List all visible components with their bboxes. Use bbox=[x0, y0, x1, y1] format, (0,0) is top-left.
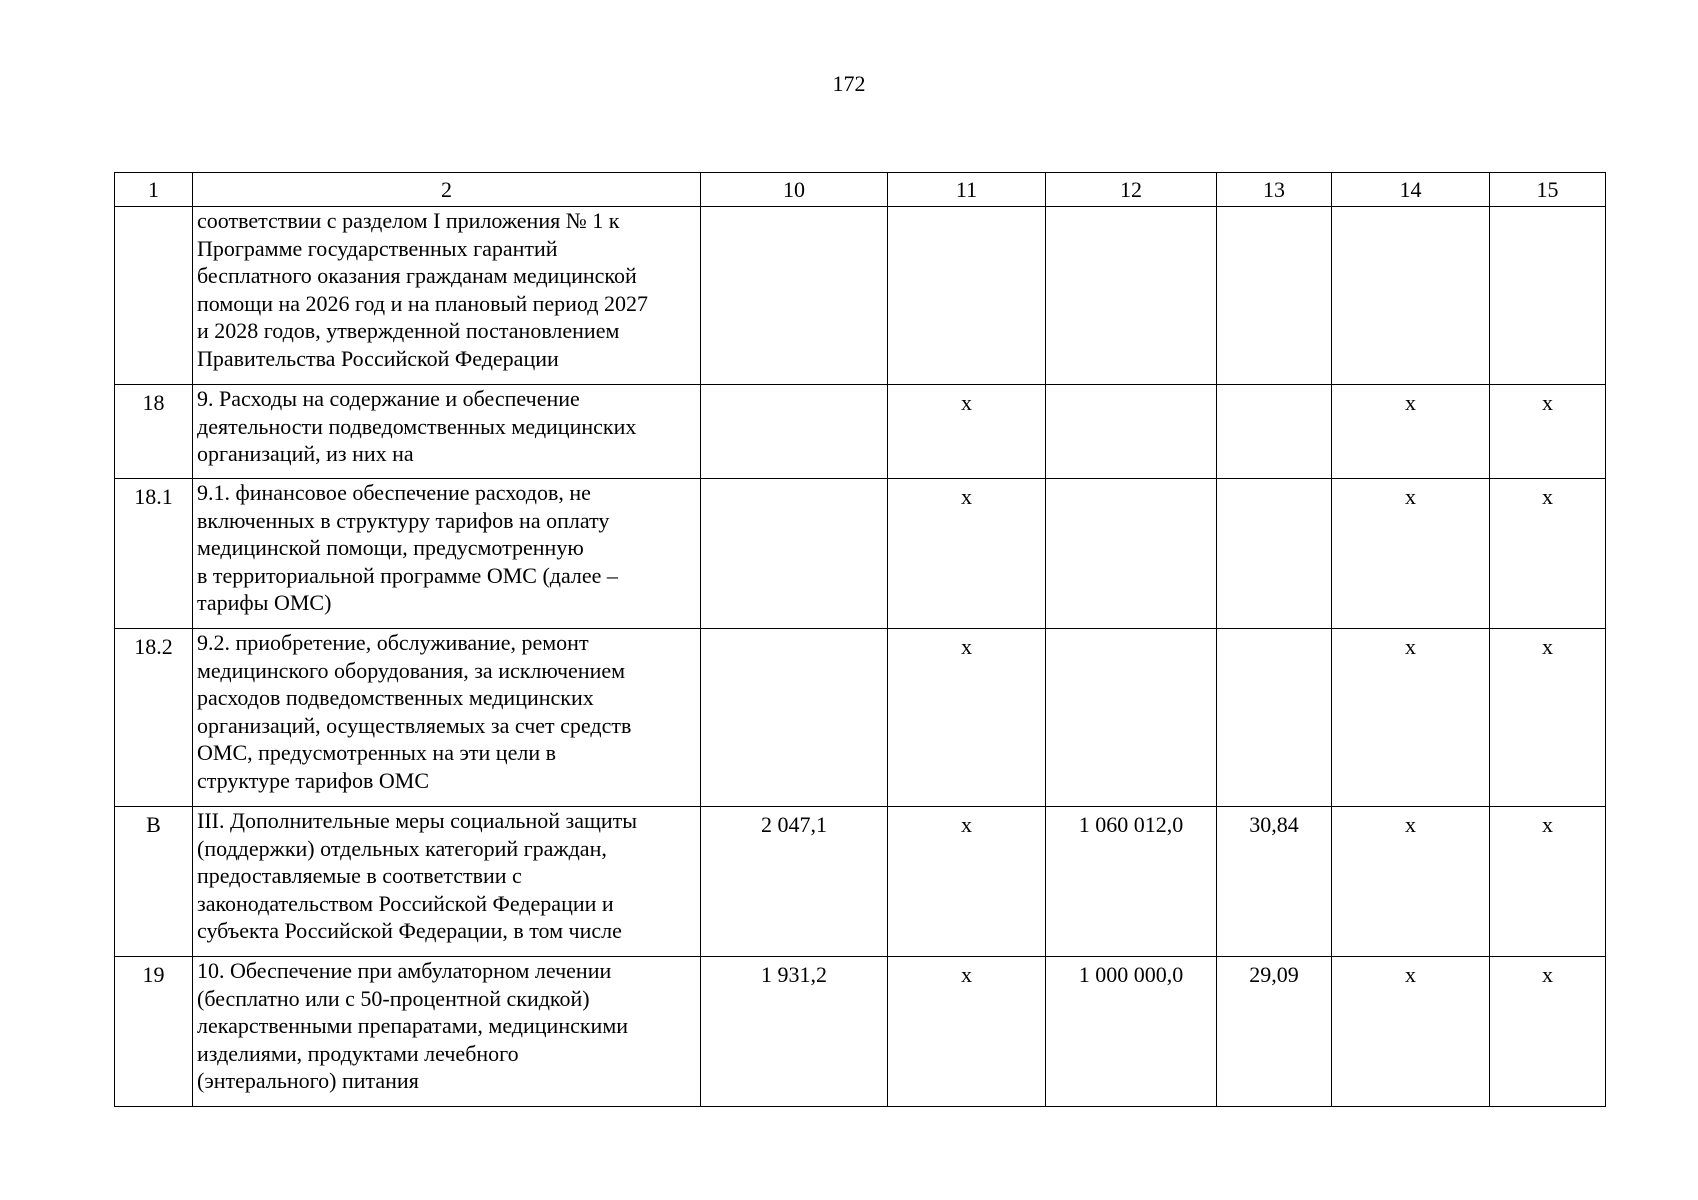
value-cell-col13: 29,09 bbox=[1217, 957, 1332, 1107]
value-cell-col10 bbox=[701, 385, 888, 479]
description-line: и 2028 годов, утвержденной постановлением bbox=[197, 318, 620, 344]
value-cell-col15: х bbox=[1490, 807, 1606, 957]
table-row bbox=[115, 385, 1606, 479]
value-cell-col13 bbox=[1217, 207, 1332, 385]
description-line: 9.2. приобретение, обслуживание, ремонт bbox=[197, 630, 589, 655]
row-number-cell: 18.2 bbox=[115, 629, 193, 807]
value-cell-col13 bbox=[1217, 629, 1332, 807]
description-line: (бесплатно или с 50-процентной скидкой) bbox=[197, 985, 590, 1011]
description-line: Программе государственных гарантий bbox=[197, 235, 558, 261]
value-cell-col15: х bbox=[1490, 957, 1606, 1107]
value-cell-col12: 1 000 000,0 bbox=[1046, 957, 1217, 1107]
description-cell bbox=[193, 957, 701, 1107]
value-cell-col11: х bbox=[888, 479, 1046, 629]
column-header: 15 bbox=[1490, 173, 1606, 207]
description-cell bbox=[193, 385, 701, 479]
value-cell-col12 bbox=[1046, 629, 1217, 807]
description-line: субъекта Российской Федерации, в том числе bbox=[197, 918, 622, 944]
value-cell-col13: 30,84 bbox=[1217, 807, 1332, 957]
row-number-cell: В bbox=[115, 807, 193, 957]
description-line: деятельности подведомственных медицинских bbox=[197, 413, 637, 439]
value-cell-col11: х bbox=[888, 629, 1046, 807]
value-cell-col12 bbox=[1046, 207, 1217, 385]
description-line: соответствии с разделом I приложения № 1 к bbox=[197, 208, 620, 233]
description-cell bbox=[193, 207, 701, 385]
column-header: 1 bbox=[115, 173, 193, 207]
value-cell-col14 bbox=[1332, 207, 1490, 385]
description-line: 9. Расходы на содержание и обеспечение bbox=[197, 386, 580, 411]
description-line: тарифы ОМС) bbox=[197, 590, 332, 616]
value-cell-col12: 1 060 012,0 bbox=[1046, 807, 1217, 957]
table-row bbox=[115, 957, 1606, 1107]
column-header: 12 bbox=[1046, 173, 1217, 207]
table-row bbox=[115, 807, 1606, 957]
column-header: 10 bbox=[701, 173, 888, 207]
value-cell-col14: х bbox=[1332, 957, 1490, 1107]
table-row bbox=[115, 629, 1606, 807]
row-number-cell: 19 bbox=[115, 957, 193, 1107]
value-cell-col14: х bbox=[1332, 807, 1490, 957]
description-line: предоставляемые в соответствии с bbox=[197, 863, 522, 889]
column-header: 13 bbox=[1217, 173, 1332, 207]
value-cell-col15: х bbox=[1490, 385, 1606, 479]
description-line: ОМС, предусмотренных на эти цели в bbox=[197, 740, 556, 766]
description-line: Правительства Российской Федерации bbox=[197, 345, 559, 371]
description-line: включенных в структуру тарифов на оплату bbox=[197, 507, 610, 533]
value-cell-col11 bbox=[888, 207, 1046, 385]
description-line: помощи на 2026 год и на плановый период 2027 bbox=[197, 290, 648, 316]
value-cell-col15: х bbox=[1490, 479, 1606, 629]
column-header: 14 bbox=[1332, 173, 1490, 207]
description-line: в территориальной программе ОМС (далее – bbox=[197, 562, 618, 588]
description-line: расходов подведомственных медицинских bbox=[197, 685, 594, 711]
value-cell-col12 bbox=[1046, 479, 1217, 629]
description-line: (поддержки) отдельных категорий граждан, bbox=[197, 835, 607, 861]
value-cell-col10 bbox=[701, 207, 888, 385]
description-line: медицинской помощи, предусмотренную bbox=[197, 535, 584, 561]
data-table bbox=[114, 172, 1606, 1107]
value-cell-col10: 2 047,1 bbox=[701, 807, 888, 957]
description-line: организаций, из них на bbox=[197, 441, 414, 467]
value-cell-col10: 1 931,2 bbox=[701, 957, 888, 1107]
value-cell-col14: х bbox=[1332, 629, 1490, 807]
column-header: 11 bbox=[888, 173, 1046, 207]
table-row bbox=[115, 479, 1606, 629]
table-row bbox=[115, 207, 1606, 385]
description-line: 10. Обеспечение при амбулаторном лечении bbox=[197, 958, 612, 983]
value-cell-col13 bbox=[1217, 479, 1332, 629]
value-cell-col11: х bbox=[888, 957, 1046, 1107]
value-cell-col10 bbox=[701, 629, 888, 807]
description-line: бесплатного оказания гражданам медицинской bbox=[197, 263, 637, 289]
table-header-row bbox=[115, 173, 1606, 207]
value-cell-col15: х bbox=[1490, 629, 1606, 807]
row-number-cell: 18.1 bbox=[115, 479, 193, 629]
value-cell-col11: х bbox=[888, 807, 1046, 957]
description-line: медицинского оборудования, за исключением bbox=[197, 657, 626, 683]
row-number-cell bbox=[115, 207, 193, 385]
description-cell bbox=[193, 807, 701, 957]
value-cell-col14: х bbox=[1332, 385, 1490, 479]
description-line: 9.1. финансовое обеспечение расходов, не bbox=[197, 480, 591, 505]
column-header: 2 bbox=[193, 173, 701, 207]
value-cell-col14: х bbox=[1332, 479, 1490, 629]
description-line: структуре тарифов ОМС bbox=[197, 767, 430, 793]
description-line: лекарственными препаратами, медицинскими bbox=[197, 1013, 629, 1039]
value-cell-col10 bbox=[701, 479, 888, 629]
description-line: организаций, осуществляемых за счет средств bbox=[197, 712, 632, 738]
row-number-cell: 18 bbox=[115, 385, 193, 479]
page-number: 172 bbox=[832, 71, 866, 96]
description-cell bbox=[193, 479, 701, 629]
description-line: законодательством Российской Федерации и bbox=[197, 890, 614, 916]
value-cell-col12 bbox=[1046, 385, 1217, 479]
description-line: изделиями, продуктами лечебного bbox=[197, 1040, 519, 1066]
value-cell-col13 bbox=[1217, 385, 1332, 479]
description-cell bbox=[193, 629, 701, 807]
value-cell-col11: х bbox=[888, 385, 1046, 479]
value-cell-col15 bbox=[1490, 207, 1606, 385]
description-line: III. Дополнительные меры социальной защиты bbox=[197, 808, 638, 833]
description-line: (энтерального) питания bbox=[197, 1068, 419, 1094]
